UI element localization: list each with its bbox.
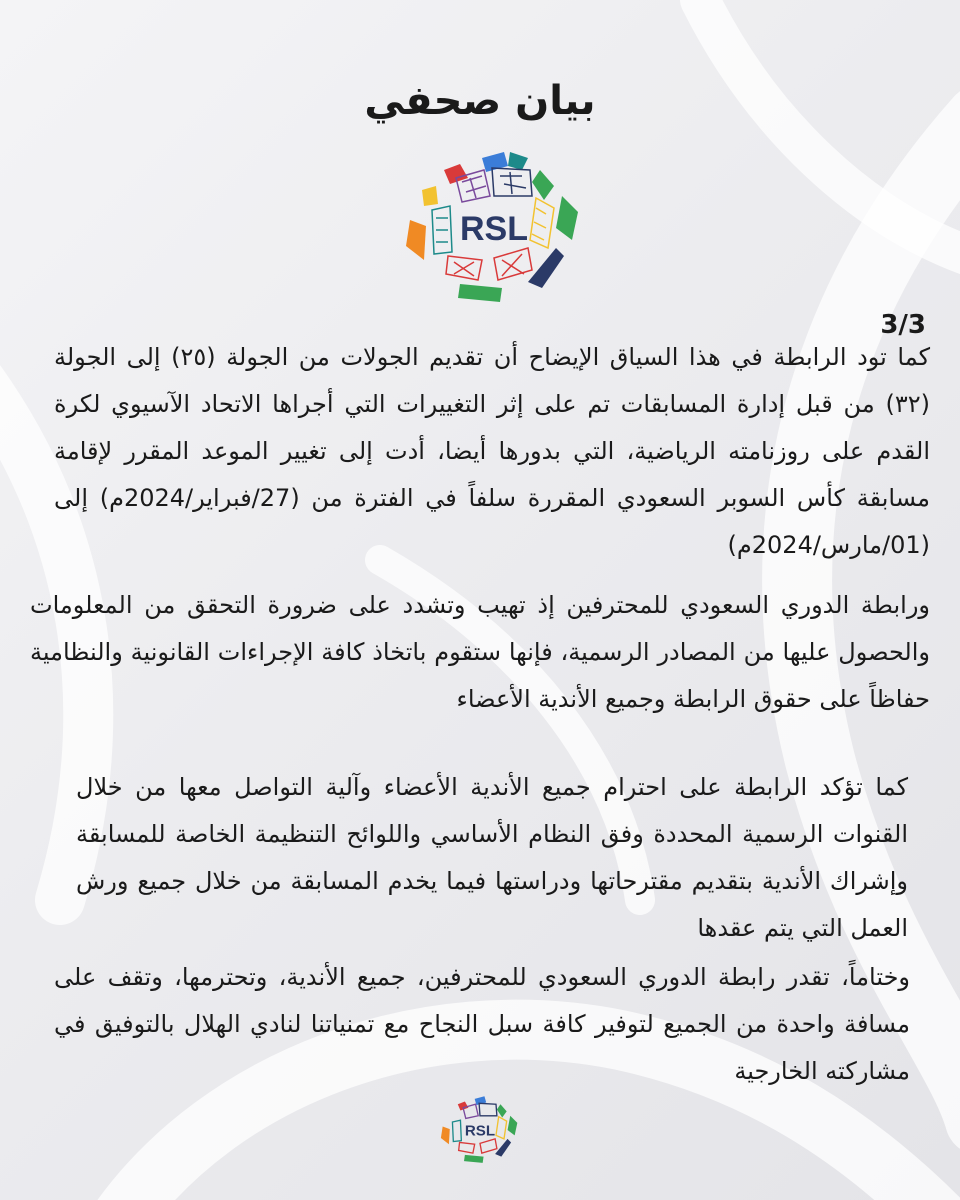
rsl-logo-text: RSL (460, 210, 528, 248)
page-indicator: 3/3 (880, 310, 926, 340)
paragraph-3: كما تؤكد الرابطة على احترام جميع الأندية الأعضاء وآلية التواصل معها من خلال القنوات الرسمية المحددة وفق النظام الأساسي واللوائح التنظيمة الخاصة للمسابقة وإشراك الأندية بتقديم مقترحاتها ودراستها فيما يخدم المسابقة من خلال جميع ورش العمل التي يتم عقدها (76, 773, 908, 942)
paragraph-1: كما تود الرابطة في هذا السياق الإيضاح أن تقديم الجولات من الجولة (٢٥) إلى الجولة (٣٢) من قبل إدارة المسابقات تم على إثر التغييرات التي أجراها الاتحاد الآسيوي لكرة القدم على روزنامته الرياضية، التي بدورها أيضا، أدت إلى تغيير الموعد المقرر لإقامة مسابقة كأس السوبر السعودي المقررة سلفاً في الفترة من (27/فبراير/2024م) إلى (01/مارس/2024م) (54, 343, 930, 559)
paragraph-4: وختاماً، تقدر رابطة الدوري السعودي للمحترفين، جميع الأندية، وتحترمها، وتقف على مسافة واحدة من الجميع لتوفير كافة سبل النجاح مع تمنياتنا لنادي الهلال بالتوفيق في مشاركته الخارجية (54, 963, 910, 1085)
paragraph-2: ورابطة الدوري السعودي للمحترفين إذ تهيب وتشدد على ضرورة التحقق من المعلومات والحصول عليها من المصادر الرسمية، فإنها ستقوم باتخاذ كافة الإجراءات القانونية والنظامية حفاظاً على حقوق الرابطة وجميع الأندية الأعضاء (30, 591, 930, 713)
rsl-footer-logo (440, 1094, 520, 1166)
rsl-logo (404, 148, 584, 308)
page-title: بيان صحفي (364, 78, 596, 124)
rsl-footer-logo-text: RSL (464, 1122, 496, 1140)
